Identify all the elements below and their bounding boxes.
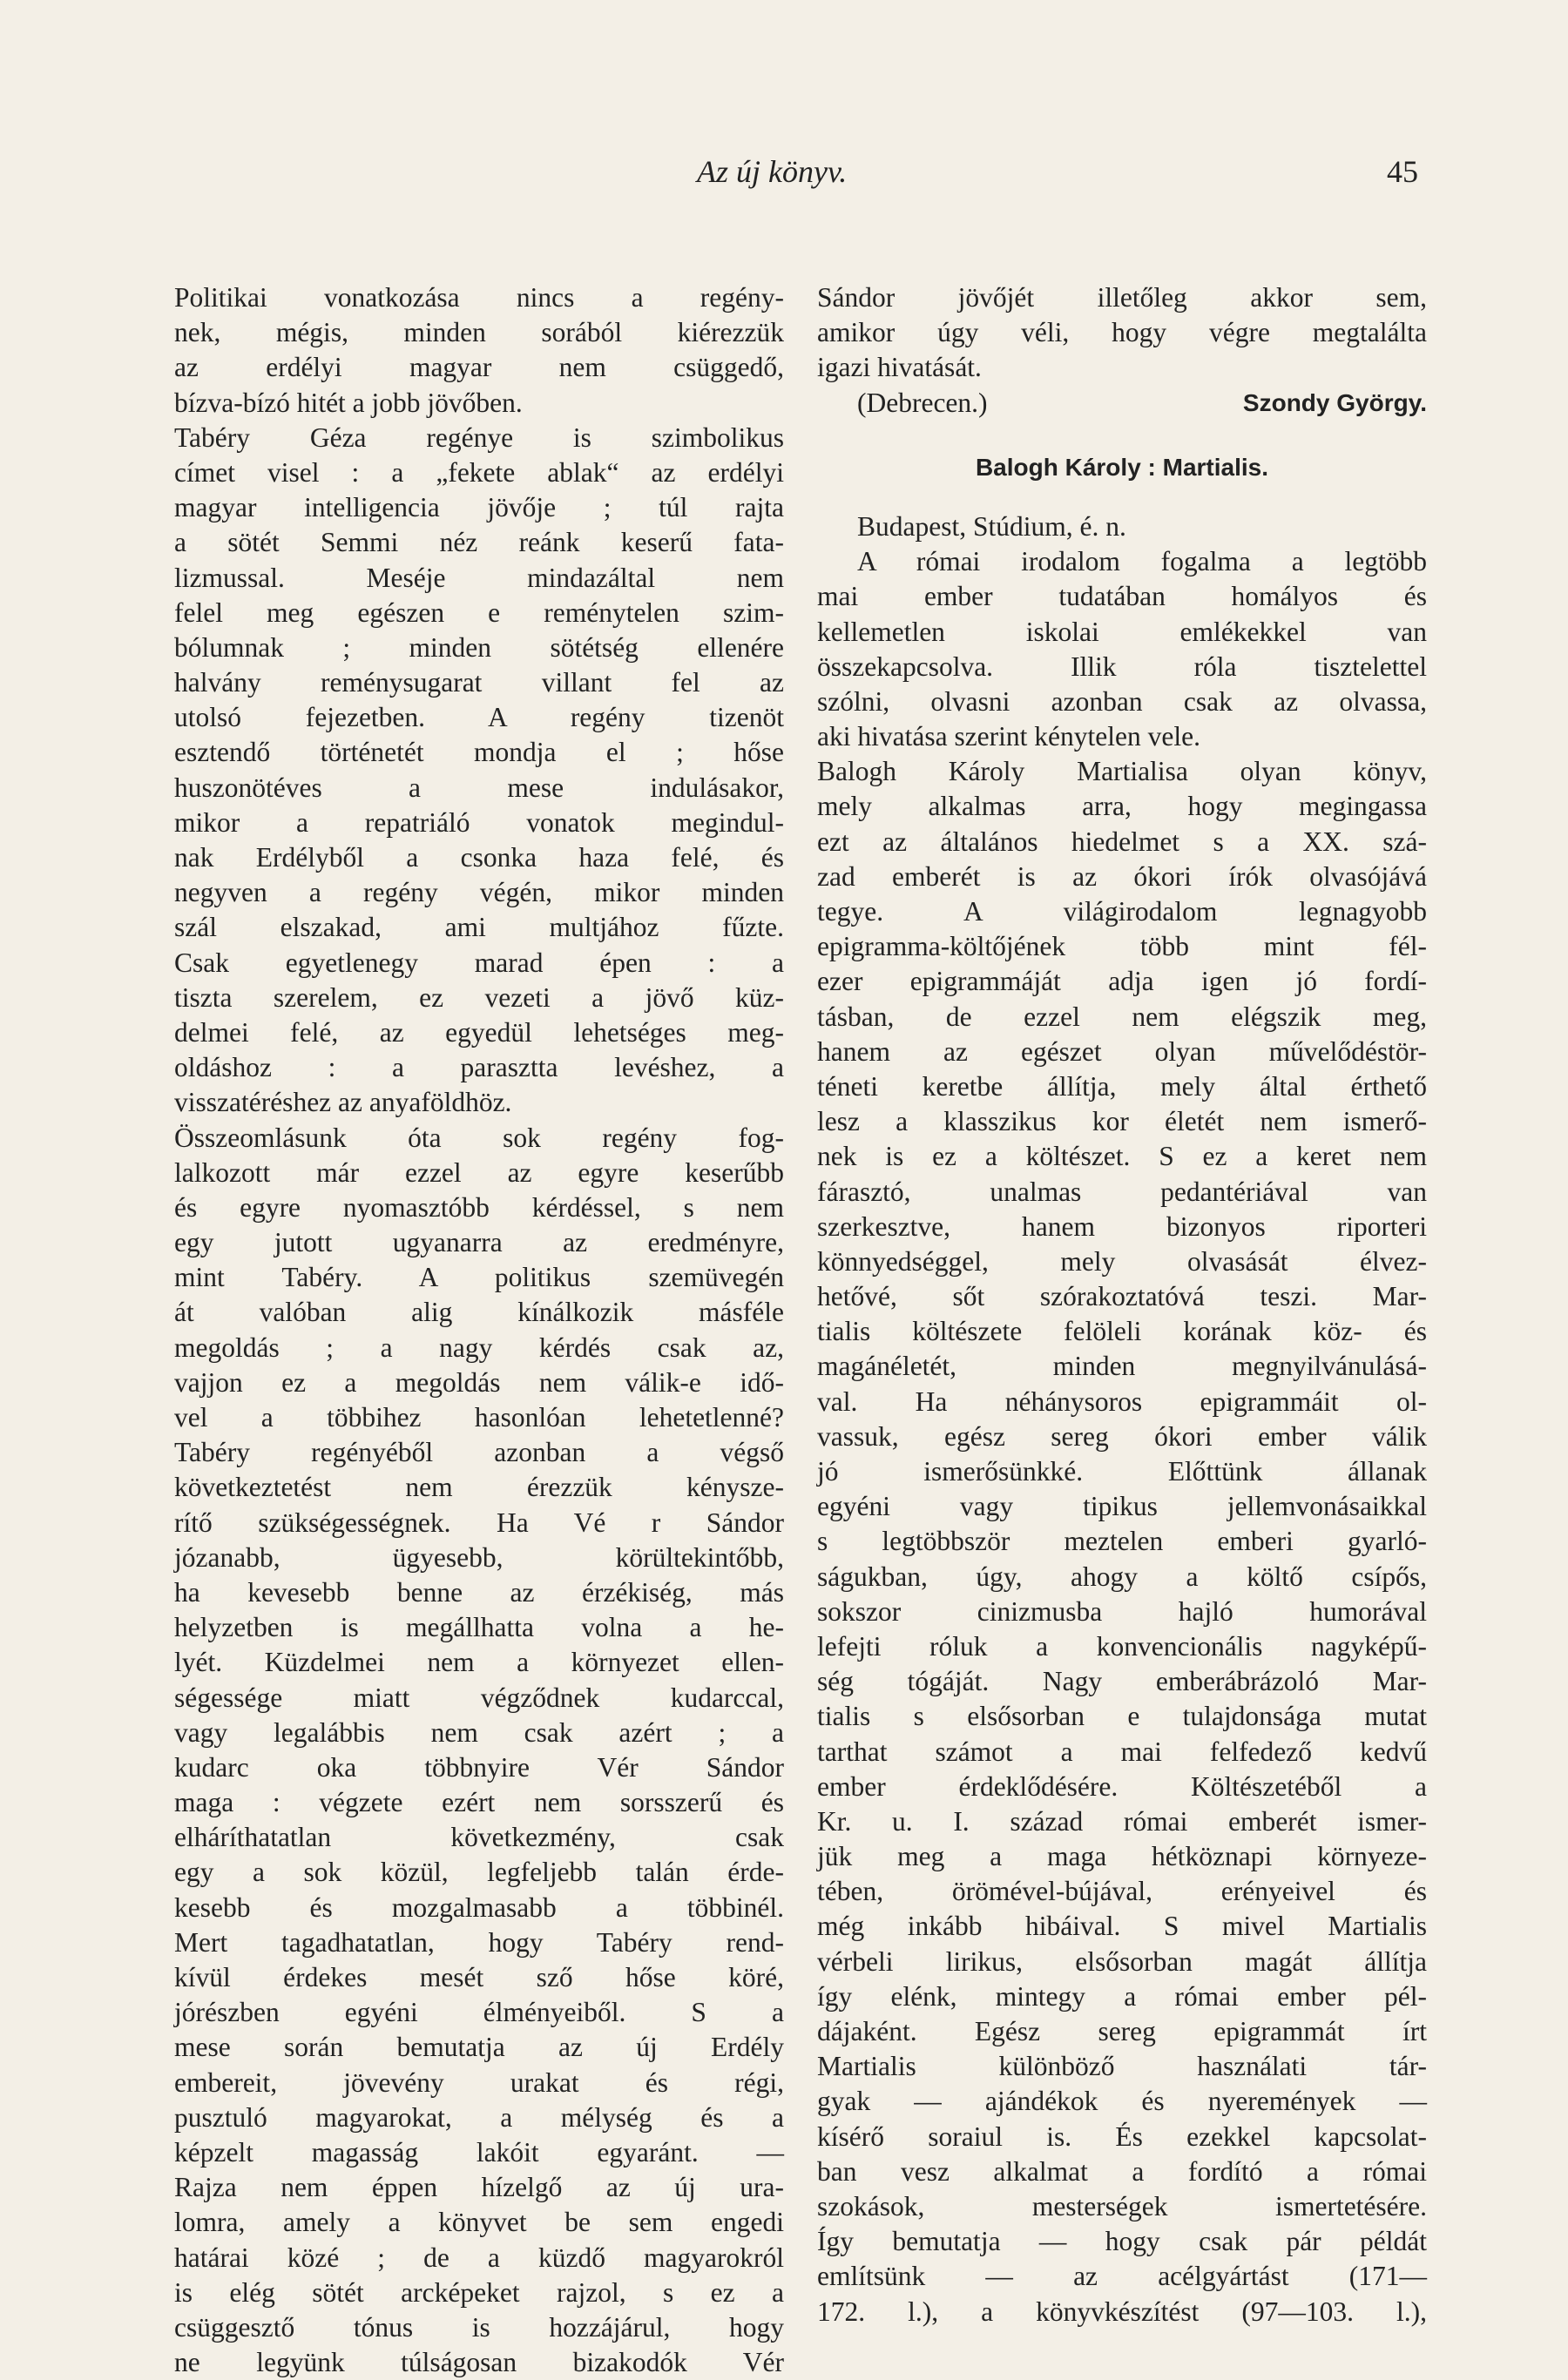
text-line: huszonötéves a mese indulásakor, — [174, 772, 784, 803]
text-line: mai ember tudatában homályos és — [817, 581, 1427, 612]
text-line: lizmussal. Meséje mindazáltal nem — [174, 562, 784, 593]
text-line: A római irodalom fogalma a legtöbb — [857, 546, 1427, 577]
text-line: összekapcsolva. Illik róla tisztelettel — [817, 651, 1427, 682]
text-line: Kr. u. I. század római emberét ismer- — [817, 1805, 1427, 1837]
text-line: tialis költészete felöleli korának köz- és — [817, 1316, 1427, 1347]
text-line: Martialis különböző használati tár- — [817, 2051, 1427, 2082]
running-head — [697, 153, 1418, 197]
text-line: ségessége miatt végződnek kudarccal, — [174, 1682, 784, 1713]
text-line: Mert tagadhatatlan, hogy Tabéry rend- — [174, 1926, 784, 1958]
text-line: ha kevesebb benne az érzékiség, más — [174, 1576, 784, 1608]
text-line: negyven a regény végén, mikor minden — [174, 877, 784, 908]
text-line: és egyre nyomasztóbb kérdéssel, s nem — [174, 1191, 784, 1223]
text-line: kívül érdekes mesét sző hőse köré, — [174, 1962, 784, 1992]
text-line: ne legyünk túlságosan bizakodók Vér — [174, 2347, 784, 2378]
text-line: nek is ez a költészet. S ez a keret nem — [817, 1141, 1427, 1172]
text-line: csüggesztő tónus is hozzájárul, hogy — [174, 2311, 784, 2343]
text-line: ban vesz alkalmat a fordító a római — [817, 2155, 1427, 2187]
text-line: egy a sok közül, legfeljebb talán érde- — [174, 1857, 784, 1888]
left-column — [174, 280, 784, 2380]
text-line: ember érdeklődésére. Költészetéből a — [817, 1770, 1427, 1802]
text-line: delmei felé, az egyedül lehetséges meg- — [174, 1016, 784, 1048]
text-line: következtetést nem érezzük kénysze- — [174, 1472, 784, 1503]
text-line: ség tógáját. Nagy emberábrázoló Mar- — [817, 1666, 1427, 1697]
text-line: szokások, mesterségek ismertetésére. — [817, 2190, 1427, 2222]
text-line: hanem az egészet olyan művelődéstör- — [817, 1035, 1427, 1067]
text-line: tarthat számot a mai felfedező kedvű — [817, 1736, 1427, 1767]
text-line: bólumnak ; minden sötétség ellenére — [174, 631, 784, 663]
text-line: vagy legalábbis nem csak azért ; a — [174, 1716, 784, 1748]
text-line: igazi hivatását. — [817, 352, 982, 383]
text-line: tében, örömével-bújával, erényeivel és — [817, 1876, 1427, 1907]
text-line: nak Erdélyből a csonka haza felé, és — [174, 842, 784, 873]
text-line: lefejti róluk a konvencionális nagyképű- — [817, 1630, 1427, 1662]
text-line: megoldás ; a nagy kérdés csak az, — [174, 1332, 784, 1363]
text-line: dájaként. Egész sereg epigrammát írt — [817, 2016, 1427, 2046]
text-line: epigramma-költőjének több mint fél- — [817, 931, 1427, 962]
text-line: Tabéry Géza regénye is szimbolikus — [174, 421, 784, 453]
text-line: téneti keretbe állítja, mely által érthető — [817, 1070, 1427, 1102]
text-line: 172. l.), a könyvkészítést (97—103. l.), — [817, 2296, 1427, 2327]
text-line: szál elszakad, ami multjához fűzte. — [174, 912, 784, 943]
text-line: a sötét Semmi néz reánk keserű fata- — [174, 527, 784, 558]
text-line: elháríthatatlan következmény, csak — [174, 1822, 784, 1853]
section-gap — [817, 485, 1427, 509]
text-line: képzelt magasság lakóit egyaránt. — — [174, 2136, 784, 2168]
text-line: amikor úgy véli, hogy végre megtalálta — [817, 317, 1427, 348]
text-line: oldáshoz : a parasztta levéshez, a — [174, 1052, 784, 1083]
right-column — [817, 280, 1427, 2329]
text-line: tegye. A világirodalom legnagyobb — [817, 896, 1427, 927]
text-line: Tabéry regényéből azonban a végső — [174, 1437, 784, 1468]
text-line: józanabb, ügyesebb, körültekintőbb, — [174, 1541, 784, 1573]
text-line: kesebb és mozgalmasabb a többinél. — [174, 1891, 784, 1923]
text-line: vel a többihez hasonlóan lehetetlenné? — [174, 1402, 784, 1433]
text-line: említsünk — az acélgyártást (171— — [817, 2261, 1427, 2292]
text-line: át valóban alig kínálkozik másféle — [174, 1297, 784, 1328]
text-line: s legtöbbször meztelen emberi gyarló- — [817, 1526, 1427, 1557]
text-line: hetővé, sőt szórakoztatóvá teszi. Mar- — [817, 1281, 1427, 1312]
text-line: lomra, amely a könyvet be sem engedi — [174, 2207, 784, 2238]
text-line: tásban, de ezzel nem elégszik meg, — [817, 1001, 1427, 1032]
text-line: lesz a klasszikus kor életét nem ismerő- — [817, 1106, 1427, 1137]
text-line: határai közé ; de a küzdő magyarokról — [174, 2242, 784, 2273]
text-line: Rajza nem éppen hízelgő az új ura- — [174, 2172, 784, 2203]
text-line: Balogh Károly Martialisa olyan könyv, — [817, 756, 1427, 787]
page-number: 45 — [1387, 154, 1418, 189]
text-line: ezt az általános hiedelmet s a XX. szá- — [817, 826, 1427, 857]
text-line: ságukban, úgy, ahogy a költő csípős, — [817, 1561, 1427, 1592]
text-line: Sándor jövőjét illetőleg akkor sem, — [817, 282, 1427, 313]
text-line: zad emberét is az ókori írók olvasójává — [817, 860, 1427, 892]
text-line: könnyedséggel, mely olvasását élvez- — [817, 1245, 1427, 1277]
text-line: tialis s elsősorban e tulajdonsága mutat — [817, 1701, 1427, 1732]
text-line: tiszta szerelem, ez vezeti a jövő küz- — [174, 981, 784, 1013]
text-line: jórészben egyéni élményeiből. S a — [174, 1997, 784, 2028]
text-line: így elénk, mintegy a római ember pél- — [817, 1980, 1427, 2012]
text-line: rítő szükségességnek. Ha Vé r Sándor — [174, 1507, 784, 1538]
text-line: felel meg egészen e reménytelen szim- — [174, 597, 784, 628]
text-line: lyét. Küzdelmei nem a környezet ellen- — [174, 1647, 784, 1678]
text-line: lalkozott már ezzel az egyre keserűbb — [174, 1156, 784, 1188]
text-line: kudarc oka többnyire Vér Sándor — [174, 1751, 784, 1783]
text-line: maga : végzete ezért nem sorsszerű és — [174, 1787, 784, 1818]
text-line: fárasztó, unalmas pedantériával van — [817, 1176, 1427, 1207]
text-line: vassuk, egész sereg ókori ember válik — [817, 1420, 1427, 1452]
text-line: is elég sötét arcképeket rajzol, s ez a — [174, 2276, 784, 2308]
text-line: nek, mégis, minden sorából kiérezzük — [174, 317, 784, 348]
review-place: (Debrecen.) — [857, 387, 988, 418]
section-gap — [817, 421, 1427, 450]
text-line: esztendő történetét mondja el ; hőse — [174, 737, 784, 768]
text-line: jó ismerősünkké. Előttünk állanak — [817, 1456, 1427, 1487]
text-line: mese során bemutatja az új Erdély — [174, 2032, 784, 2063]
text-line: ezer epigrammáját adja igen jó fordí- — [817, 966, 1427, 997]
text-line: Összeomlásunk óta sok regény fog- — [174, 1122, 784, 1153]
text-line: mint Tabéry. A politikus szemüvegén — [174, 1262, 784, 1293]
review-author: Szondy György. — [1242, 388, 1427, 416]
text-line: magánéletét, minden megnyilvánulásá- — [817, 1351, 1427, 1382]
text-line: szerkesztve, hanem bizonyos riporteri — [817, 1210, 1427, 1242]
text-line: vérbeli lirikus, elsősorban magát állítja — [817, 1945, 1427, 1977]
text-line: egy jutott ugyanarra az eredményre, — [174, 1227, 784, 1258]
text-line: visszatéréshez az anyaföldhöz. — [174, 1087, 512, 1118]
text-line: egyéni vagy tipikus jellemvonásaikkal — [817, 1491, 1427, 1522]
text-line: Így bemutatja — hogy csak pár példát — [817, 2226, 1427, 2257]
text-line: gyak — ajándékok és nyeremények — — [817, 2086, 1427, 2117]
text-line: bízva-bízó hitét a jobb jövőben. — [174, 387, 523, 418]
text-line: sokszor cinizmusba hajló humorával — [817, 1595, 1427, 1627]
review-heading: Balogh Károly : Martialis. — [975, 453, 1269, 481]
text-line: címet visel : a „fekete ablak“ az erdélyi — [174, 456, 784, 488]
text-line: utolsó fejezetben. A regény tizenöt — [174, 702, 784, 733]
text-line: embereit, jövevény urakat és régi, — [174, 2066, 784, 2098]
text-line: magyar intelligencia jövője ; túl rajta — [174, 492, 784, 523]
text-line: jük meg a maga hétköznapi környeze- — [817, 1841, 1427, 1872]
text-line: mely alkalmas arra, hogy megingassa — [817, 791, 1427, 822]
text-line: mikor a repatriáló vonatok megindul- — [174, 806, 784, 838]
text-line: halvány reménysugarat villant fel az — [174, 667, 784, 698]
text-line: az erdélyi magyar nem csüggedő, — [174, 352, 784, 383]
text-line: Politikai vonatkozása nincs a regény- — [174, 282, 784, 313]
text-line: Csak egyetlenegy marad épen : a — [174, 947, 784, 978]
text-line: val. Ha néhánysoros epigrammáit ol- — [817, 1386, 1427, 1417]
review-imprint: Budapest, Stúdium, é. n. — [857, 510, 1126, 542]
running-title: Az új könyv. — [697, 154, 848, 189]
text-line: kellemetlen iskolai emlékekkel van — [817, 616, 1427, 647]
review-signature-row — [817, 386, 1427, 421]
text-line: kísérő soraiul is. És ezekkel kapcsolat- — [817, 2120, 1427, 2152]
text-line: pusztuló magyarokat, a mélység és a — [174, 2101, 784, 2133]
text-line: még inkább hibáival. S mivel Martialis — [817, 1911, 1427, 1942]
text-line: szólni, olvasni azonban csak az olvassa, — [817, 685, 1427, 717]
text-line: vajjon ez a megoldás nem válik-e idő- — [174, 1366, 784, 1398]
text-line: aki hivatása szerint kénytelen vele. — [817, 721, 1200, 752]
text-line: helyzetben is megállhatta volna a he- — [174, 1612, 784, 1643]
